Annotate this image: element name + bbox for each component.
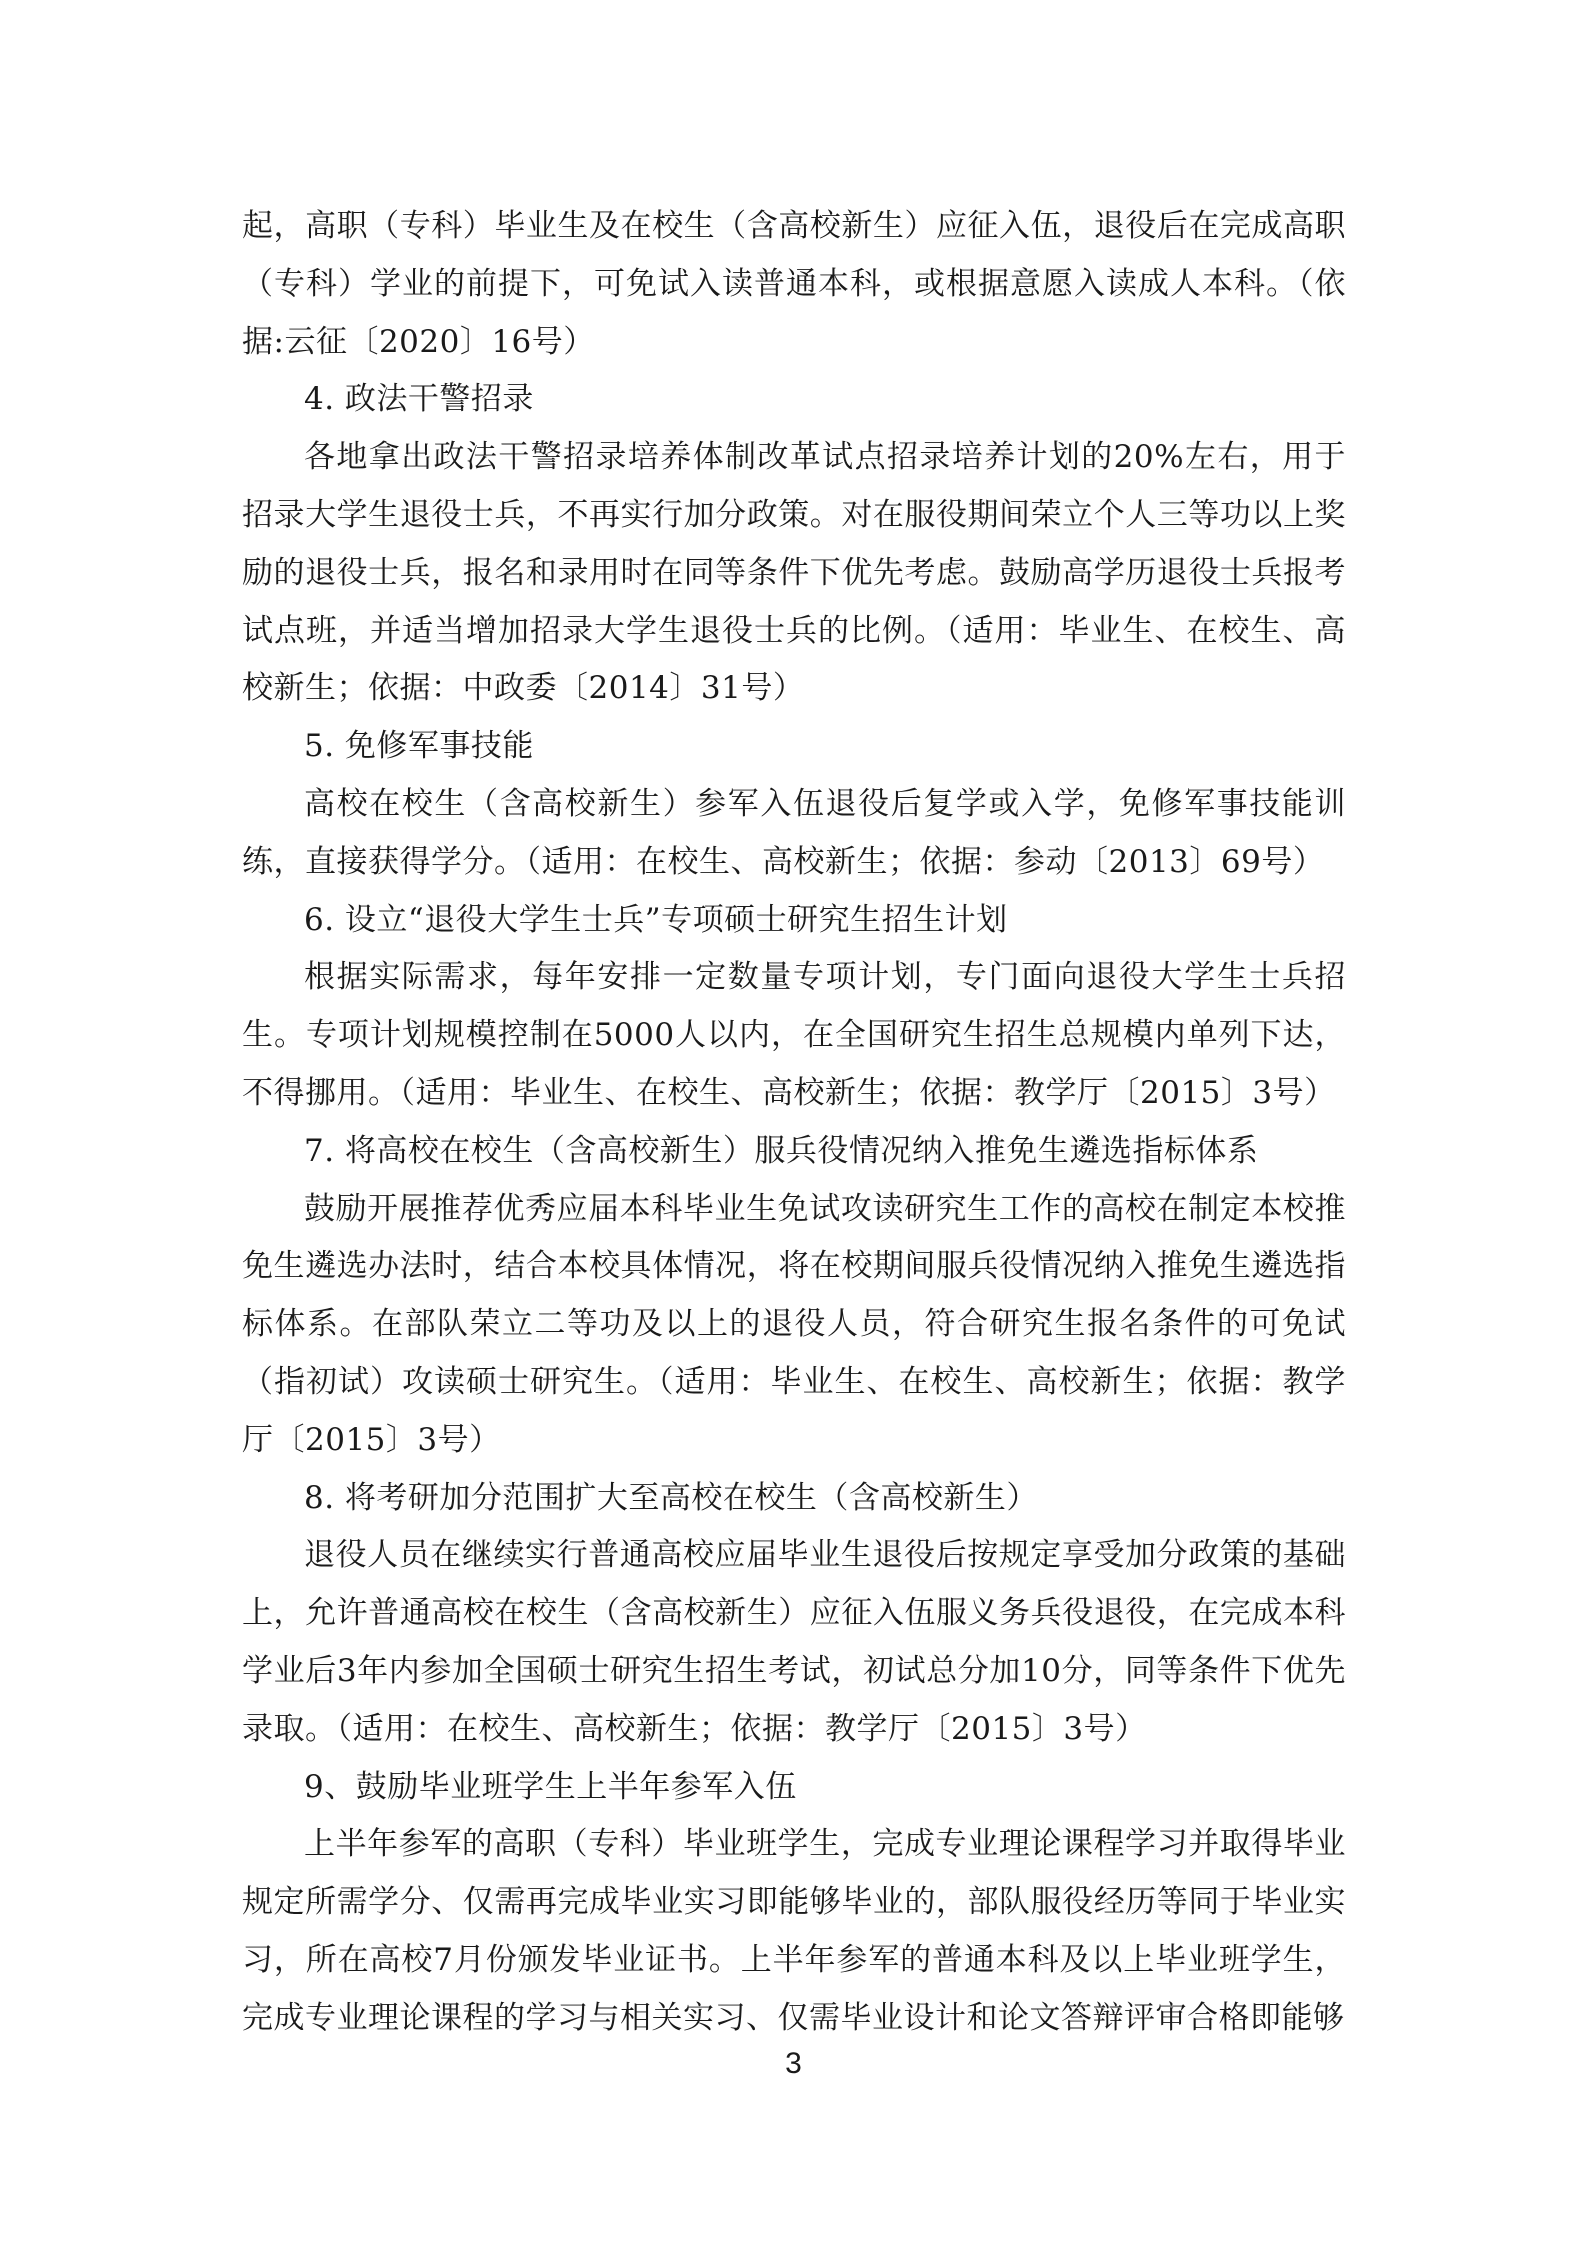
- section-heading-8: 8. 将考研加分范围扩大至高校在校生（含高校新生）: [304, 1479, 1038, 1516]
- document-body: [242, 198, 1346, 2048]
- section-heading-7: 7. 将高校在校生（含高校新生）服兵役情况纳入推免生遴选指标体系: [304, 1132, 1259, 1169]
- section-heading-5: 5. 免修军事技能: [304, 728, 534, 765]
- paragraph-section-4: 各地拿出政法干警招录培养体制改革试点招录培养计划的20%左右，用于招录大学生退役士兵，不再实行加分政策。对在服役期间荣立个人三等功以上奖励的退役士兵，报名和录用时在同等条件下优先考虑。鼓励高学历退役士兵报考试点班，并适当增加招录大学生退役士兵的比例。（适用：毕业生、在校生、高校新生；依据：中政委〔2014〕31号）: [242, 439, 1346, 707]
- section-heading-4: 4. 政法干警招录: [304, 381, 534, 418]
- paragraph-section-6: 根据实际需求，每年安排一定数量专项计划，专门面向退役大学生士兵招生。专项计划规模控制在5000人以内，在全国研究生招生总规模内单列下达，不得挪用。（适用：毕业生、在校生、高校新生；依据：教学厅〔2015〕3号）: [242, 959, 1346, 1111]
- paragraph-section-9: 上半年参军的高职（专科）毕业班学生，完成专业理论课程学习并取得毕业规定所需学分、仅需再完成毕业实习即能够毕业的，部队服役经历等同于毕业实习，所在高校7月份颁发毕业证书。上半年参军的普通本科及以上毕业班学生，完成专业理论课程的学习与相关实习、仅需毕业设计和论文答辩评审合格即能够: [242, 1826, 1346, 2036]
- section-heading-9: 9、鼓励毕业班学生上半年参军入伍: [304, 1768, 797, 1805]
- paragraph-section-8: 退役人员在继续实行普通高校应届毕业生退役后按规定享受加分政策的基础上，允许普通高校在校生（含高校新生）应征入伍服义务兵役退役，在完成本科学业后3年内参加全国硕士研究生招生考试，初试总分加10分，同等条件下优先录取。（适用：在校生、高校新生；依据：教学厅〔2015〕3号）: [242, 1537, 1346, 1747]
- paragraph-continuation: 起，高职（专科）毕业生及在校生（含高校新生）应征入伍，退役后在完成高职（专科）学业的前提下，可免试入读普通本科，或根据意愿入读成人本科。（依据:云征〔2020〕16号）: [242, 208, 1346, 360]
- page-number: 3: [785, 2047, 802, 2080]
- section-heading-6: 6. 设立“退役大学生士兵”专项硕士研究生招生计划: [304, 901, 1008, 938]
- paragraph-section-7: 鼓励开展推荐优秀应届本科毕业生免试攻读研究生工作的高校在制定本校推免生遴选办法时，结合本校具体情况，将在校期间服兵役情况纳入推免生遴选指标体系。在部队荣立二等功及以上的退役人员，符合研究生报名条件的可免试（指初试）攻读硕士研究生。（适用：毕业生、在校生、高校新生；依据：教学厅〔2015〕3号）: [242, 1190, 1346, 1458]
- paragraph-section-5: 高校在校生（含高校新生）参军入伍退役后复学或入学，免修军事技能训练，直接获得学分。（适用：在校生、高校新生；依据：参动〔2013〕69号）: [242, 785, 1346, 880]
